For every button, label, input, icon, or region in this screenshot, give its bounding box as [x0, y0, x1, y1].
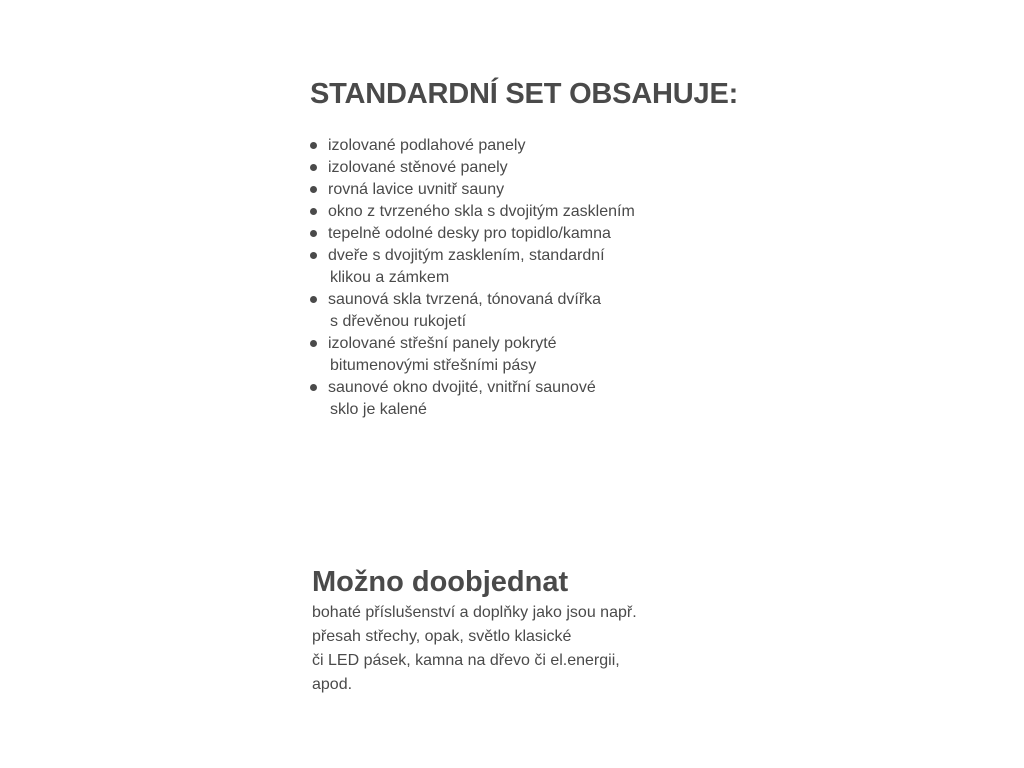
list-item-text: tepelně odolné desky pro topidlo/kamna	[328, 225, 611, 242]
bullet-icon	[310, 142, 317, 149]
standard-set-title: STANDARDNÍ SET OBSAHUJE:	[310, 78, 739, 110]
list-item-text: rovná lavice uvnitř sauny	[328, 181, 505, 198]
bullet-icon	[310, 186, 317, 193]
list-item	[310, 333, 635, 377]
bullet-icon	[310, 296, 317, 303]
list-item-text-continued: bitumenovými střešními pásy	[330, 357, 537, 374]
list-item	[310, 135, 635, 157]
optional-order-title: Možno doobjednat	[312, 566, 569, 598]
list-item	[310, 289, 635, 333]
list-item	[310, 157, 635, 179]
bullet-icon	[310, 340, 317, 347]
optional-order-line: bohaté příslušenství a doplňky jako jsou např.	[312, 604, 637, 621]
optional-order-line: přesah střechy, opak, světlo klasické	[312, 628, 572, 645]
bullet-icon	[310, 230, 317, 237]
list-item-text-continued: s dřevěnou rukojetí	[330, 313, 467, 330]
list-item-text: izolované podlahové panely	[328, 137, 526, 154]
bullet-icon	[310, 252, 317, 259]
list-item-text: saunové okno dvojité, vnitřní saunové	[328, 379, 596, 396]
bullet-icon	[310, 164, 317, 171]
optional-order-line: či LED pásek, kamna na dřevo či el.energii,	[312, 652, 620, 669]
list-item-text: dveře s dvojitým zasklením, standardní	[328, 247, 605, 264]
list-item	[310, 201, 635, 223]
list-item	[310, 179, 635, 201]
list-item-text-continued: sklo je kalené	[330, 401, 427, 418]
list-item	[310, 245, 635, 289]
list-item-text: izolované střešní panely pokryté	[328, 335, 557, 352]
list-item	[310, 377, 635, 421]
list-item-text: saunová skla tvrzená, tónovaná dvířka	[328, 291, 602, 308]
optional-order-line: apod.	[312, 676, 353, 693]
list-item-text-continued: klikou a zámkem	[330, 269, 450, 286]
list-item	[310, 223, 635, 245]
list-item-text: izolované stěnové panely	[328, 159, 508, 176]
optional-order-text	[312, 601, 637, 697]
bullet-icon	[310, 208, 317, 215]
list-item-text: okno z tvrzeného skla s dvojitým zasklením	[328, 203, 635, 220]
bullet-icon	[310, 384, 317, 391]
standard-set-list	[310, 135, 635, 421]
